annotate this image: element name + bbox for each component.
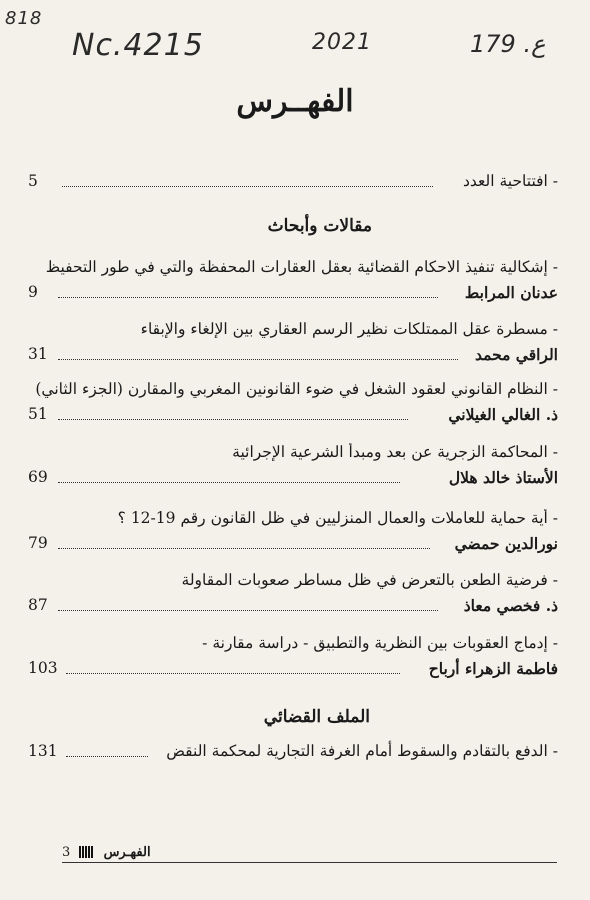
leader-dots <box>58 359 458 360</box>
leader-dots <box>58 548 430 549</box>
entry-title: - إشكالية تنفيذ الاحكام القضائية بعقل العقارات المحفظة والتي في طور التحفيظ <box>45 258 558 276</box>
entry-title: - النظام القانوني لعقود الشغل في ضوء القانونين المغربي والمقارن (الجزء الثاني) <box>35 380 558 398</box>
footer-label: الفهـرس <box>103 845 151 860</box>
entry-title: - الدفع بالتقادم والسقوط أمام الغرفة التجارية لمحكمة النقض <box>166 742 558 760</box>
leader-dots <box>66 673 400 674</box>
handwritten-page-no: 818 <box>5 8 43 29</box>
leader-dots <box>58 610 438 611</box>
section-judicial: الملف القضائي <box>263 707 370 727</box>
entry-title: - أية حماية للعاملات والعمال المنزليين في ظل القانون رقم 19-12 ؟ <box>117 509 558 527</box>
toc-entry <box>28 659 558 683</box>
entry-author: ذ. فخصي معاذ <box>463 596 558 615</box>
entry-page: 79 <box>28 534 48 552</box>
footer-rule <box>62 862 557 863</box>
entry-title: - فرضية الطعن بالتعرض في ظل مساطر صعوبات المقاولة <box>181 571 558 589</box>
barcode-mark-icon <box>79 846 94 862</box>
page-title: الفهــرس <box>236 84 354 119</box>
entry-title: - مسطرة عقل الممتلكات نظير الرسم العقاري بين الإلغاء والإبقاء <box>140 320 558 338</box>
entry-author: ذ. الغالي الغيلاني <box>448 405 558 424</box>
toc-entry <box>28 534 558 558</box>
entry-page: 103 <box>28 659 58 677</box>
entry-page: 131 <box>28 742 58 760</box>
entry-author: الأستاذ خالد هلال <box>448 468 558 487</box>
entry-page: 5 <box>28 172 38 190</box>
toc-entry <box>28 596 558 620</box>
entry-author: الراقي محمد <box>474 345 558 364</box>
entry-page: 9 <box>28 283 38 301</box>
handwritten-ref: Nc.4215 <box>72 28 204 63</box>
toc-entry <box>28 345 558 369</box>
toc-entry <box>28 742 558 766</box>
entry-author: نورالدين حمضي <box>454 534 558 553</box>
entry-title: - إدماج العقوبات بين النظرية والتطبيق - دراسة مقارنة - <box>202 634 558 652</box>
entry-title: - افتتاحية العدد <box>463 172 558 190</box>
leader-dots <box>58 419 408 420</box>
entry-author: فاطمة الزهراء أرباح <box>428 659 558 678</box>
handwritten-year: 2021 <box>312 30 372 55</box>
toc-entry <box>28 283 558 307</box>
entry-page: 31 <box>28 345 48 363</box>
entry-page: 69 <box>28 468 48 486</box>
toc-entry <box>28 468 558 492</box>
section-articles: مقالات وأبحاث <box>267 216 372 236</box>
entry-title: - المحاكمة الزجرية عن بعد ومبدأ الشرعية الإجرائية <box>232 443 558 461</box>
toc-entry <box>28 405 558 429</box>
page-footer <box>62 845 151 862</box>
footer-page-number: 3 <box>62 845 71 860</box>
entry-author: عدنان المرابط <box>464 283 558 302</box>
toc-entry <box>28 172 558 196</box>
leader-dots <box>58 482 400 483</box>
leader-dots <box>62 186 433 187</box>
leader-dots <box>66 756 148 757</box>
leader-dots <box>58 297 438 298</box>
entry-page: 51 <box>28 405 48 423</box>
entry-page: 87 <box>28 596 48 614</box>
handwritten-number: 179 .ع <box>470 30 546 58</box>
